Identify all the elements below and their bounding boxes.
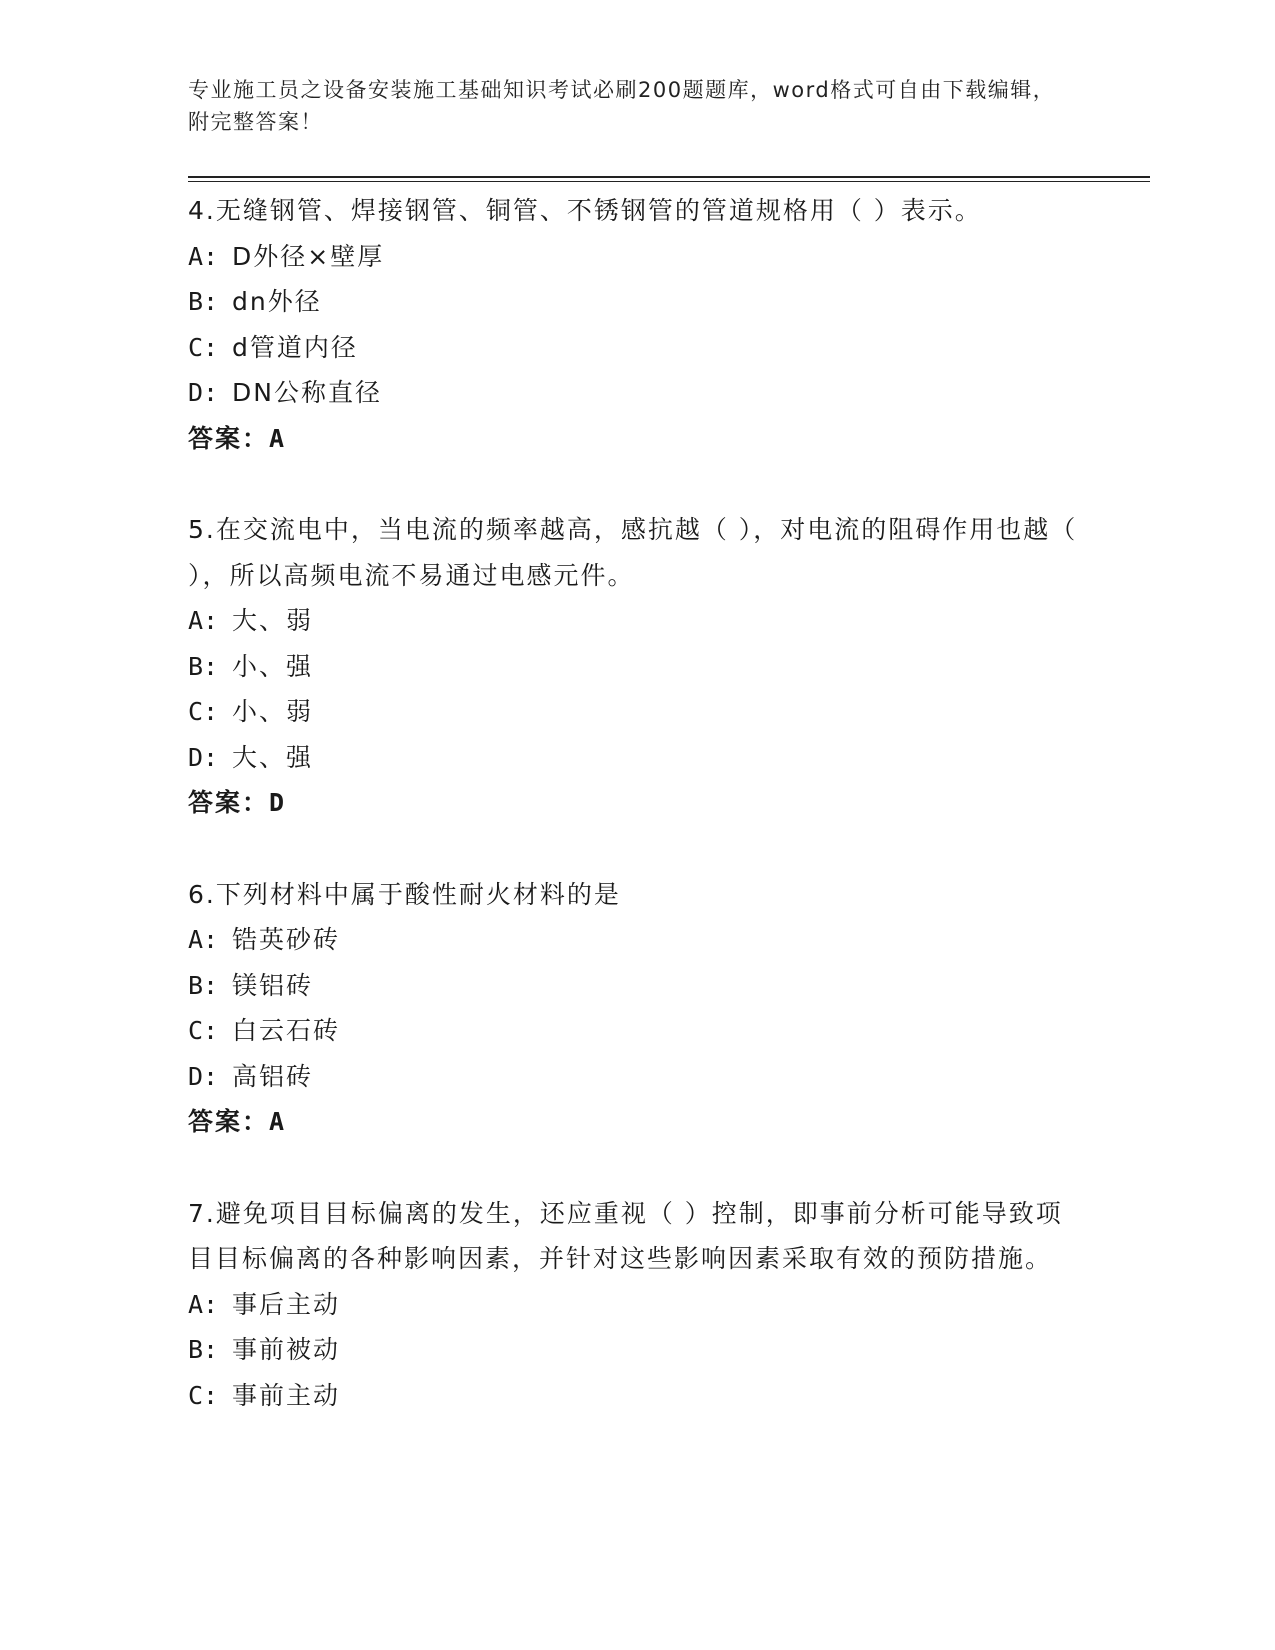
option-b bbox=[188, 963, 1088, 1009]
option-c bbox=[188, 689, 1088, 735]
option-letter: A: bbox=[188, 925, 219, 954]
answer-line bbox=[188, 1099, 1088, 1145]
option-text: 锆英砂砖 bbox=[232, 925, 341, 954]
option-b bbox=[188, 644, 1088, 690]
option-letter: B: bbox=[188, 1335, 219, 1364]
question-list bbox=[188, 188, 1088, 1464]
option-text: 事前被动 bbox=[232, 1335, 341, 1364]
option-text: 大、弱 bbox=[232, 606, 314, 635]
option-c bbox=[188, 1373, 1088, 1419]
question-item bbox=[188, 507, 1088, 826]
question-stem: 4.无缝钢管、焊接钢管、铜管、不锈钢管的管道规格用（ ）表示。 bbox=[188, 196, 982, 225]
option-letter: B: bbox=[188, 651, 219, 681]
option-d bbox=[188, 1054, 1088, 1100]
option-text: dn外径 bbox=[232, 287, 322, 316]
option-text: 小、弱 bbox=[232, 697, 314, 726]
header-divider-thick bbox=[188, 176, 1150, 178]
option-b bbox=[188, 279, 1088, 325]
answer-label: 答案： bbox=[188, 423, 270, 453]
header-divider-thin bbox=[188, 181, 1150, 182]
option-text: 白云石砖 bbox=[232, 1016, 341, 1045]
option-text: D外径×壁厚 bbox=[232, 241, 385, 271]
option-a bbox=[188, 917, 1088, 963]
option-d bbox=[188, 370, 1088, 416]
question-stem: 5.在交流电中，当电流的频率越高，感抗越（ ），对电流的阻碍作用也越（ ），所以高频电流不易通过电感元件。 bbox=[188, 515, 1078, 590]
question-stem: 6.下列材料中属于酸性耐火材料的是 bbox=[188, 879, 621, 909]
answer-line bbox=[188, 416, 1088, 462]
option-b bbox=[188, 1327, 1088, 1373]
option-letter: B: bbox=[188, 287, 219, 316]
option-letter: A: bbox=[188, 606, 219, 635]
option-text: 大、强 bbox=[232, 742, 314, 772]
option-a bbox=[188, 1282, 1088, 1328]
answer-label: 答案： bbox=[188, 1107, 270, 1136]
option-letter: A: bbox=[188, 241, 219, 271]
option-letter: B: bbox=[188, 970, 219, 1000]
option-text: DN公称直径 bbox=[232, 378, 382, 407]
option-c bbox=[188, 1008, 1088, 1054]
question-item bbox=[188, 188, 1088, 461]
option-letter: C: bbox=[188, 1380, 219, 1410]
question-item bbox=[188, 872, 1088, 1145]
answer-value: D bbox=[269, 788, 287, 817]
answer-label: 答案： bbox=[188, 788, 270, 817]
option-text: 事前主动 bbox=[232, 1380, 341, 1410]
option-letter: C: bbox=[188, 697, 219, 726]
option-letter: C: bbox=[188, 1016, 219, 1045]
option-text: 小、强 bbox=[232, 651, 314, 681]
option-text: 镁铝砖 bbox=[232, 970, 314, 1000]
answer-value: A bbox=[269, 1107, 287, 1136]
option-letter: D: bbox=[188, 1061, 219, 1091]
option-letter: A: bbox=[188, 1289, 219, 1319]
page-header-title: 专业施工员之设备安装施工基础知识考试必刷200题题库，word格式可自由下载编辑，附完整答案！ bbox=[188, 78, 1056, 134]
option-text: d管道内径 bbox=[232, 332, 358, 362]
option-letter: D: bbox=[188, 742, 219, 772]
question-stem: 7.避免项目目标偏离的发生，还应重视（ ）控制，即事前分析可能导致项目目标偏离的各种影响因素，并针对这些影响因素采取有效的预防措施。 bbox=[188, 1198, 1063, 1273]
answer-line bbox=[188, 780, 1088, 826]
answer-value: A bbox=[269, 423, 287, 453]
option-a bbox=[188, 234, 1088, 280]
option-letter: D: bbox=[188, 378, 219, 407]
option-text: 高铝砖 bbox=[232, 1061, 314, 1091]
option-text: 事后主动 bbox=[232, 1289, 341, 1319]
option-letter: C: bbox=[188, 332, 219, 362]
option-c bbox=[188, 325, 1088, 371]
option-a bbox=[188, 598, 1088, 644]
option-d bbox=[188, 735, 1088, 781]
question-item bbox=[188, 1191, 1088, 1419]
